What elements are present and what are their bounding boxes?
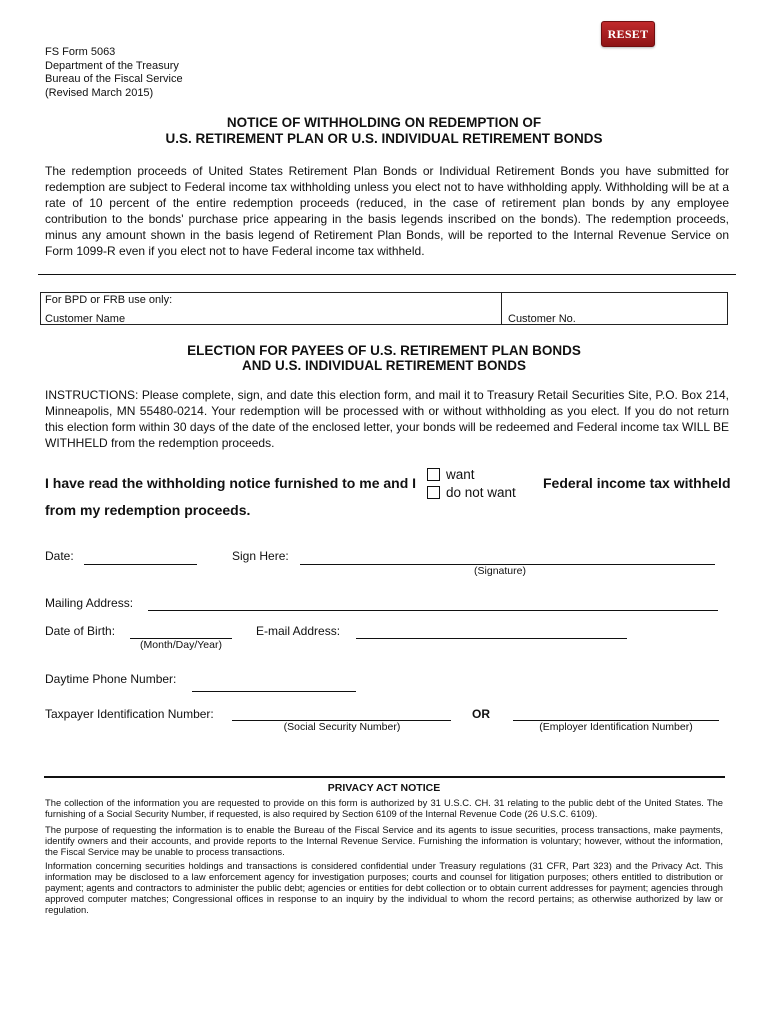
phone-label: Daytime Phone Number: bbox=[45, 672, 177, 686]
mailing-address-field[interactable] bbox=[148, 610, 718, 611]
ssn-caption: (Social Security Number) bbox=[283, 721, 401, 733]
notice-body: The redemption proceeds of United States Retirement Plan Bonds or Individual Retirement Bonds you have submitted for redemption are subject to Federal income tax withholding unless you elect not to have withholding apply. Withholding will be at a rate of 10 percent of the entire redemption proceeds (reduced, in the case of retirement plan bonds by any employee contribution to the bonds' purchase price appearing in the basis legends inscribed on the bonds). The redemption proceeds, minus any amount shown in the basis legend of Retirement Plan Bonds, will be reported to the Internal Revenue Service on Form 1099-R even if you elect not to have Federal income tax withheld. bbox=[45, 164, 729, 258]
date-of-birth-caption: (Month/Day/Year) bbox=[140, 639, 222, 651]
office-use-heading: For BPD or FRB use only: bbox=[45, 294, 173, 306]
customer-name-label: Customer Name bbox=[45, 313, 126, 325]
date-of-birth-label: Date of Birth: bbox=[45, 624, 116, 638]
notice-title-line2: U.S. RETIREMENT PLAN OR U.S. INDIVIDUAL RETIREMENT BONDS bbox=[165, 131, 603, 146]
revision-date: (Revised March 2015) bbox=[45, 86, 154, 99]
election-title-line2: AND U.S. INDIVIDUAL RETIREMENT BONDS bbox=[241, 358, 526, 373]
form-number: FS Form 5063 bbox=[45, 46, 116, 58]
signature-caption: (Signature) bbox=[474, 565, 526, 577]
election-statement-part2: Federal income tax withheld bbox=[543, 475, 731, 491]
privacy-paragraph-3: Information concerning securities holdings and transactions is considered confidential under Treasury regulations (31 CFR, Part 323) and the Privacy Act. This information may be disclosed to a law enforcement agency for investigation purposes; courts and counsel for litigation purposes; others entitled to distribution or payment; agents and contractors to administer the public debt; agencies or entities for debt collection or to obtain current addresses for payment; agencies through approved computer matches; Congressional offices in response to an inquiry by the individual to whom the record pertains; as otherwise authorized by law or regulation. bbox=[45, 860, 723, 915]
want-checkbox[interactable] bbox=[427, 468, 440, 481]
privacy-paragraph-2: The purpose of requesting the information is to enable the Bureau of the Fiscal Service and its agents to issue securities, process transactions, make payments, identify owners and their accounts, and provide reports to the Internal Revenue Service. Furnishing the information is voluntary; however, without the information, the Fiscal Service may be unable to process transactions. bbox=[45, 824, 723, 857]
election-title-line1: ELECTION FOR PAYEES OF U.S. RETIREMENT PLAN BONDS bbox=[187, 343, 581, 358]
email-field[interactable] bbox=[356, 638, 627, 639]
do-not-want-option-label: do not want bbox=[446, 485, 516, 500]
office-use-box-divider bbox=[501, 292, 502, 325]
privacy-title: PRIVACY ACT NOTICE bbox=[327, 782, 441, 794]
email-label: E-mail Address: bbox=[256, 624, 341, 638]
want-option-label: want bbox=[446, 467, 475, 482]
date-field[interactable] bbox=[84, 564, 197, 565]
sign-here-label: Sign Here: bbox=[232, 549, 289, 563]
privacy-paragraph-1: The collection of the information you are requested to provide on this form is authorized by 31 U.S.C. CH. 31 relating to the public debt of the United States. The furnishing of a Social Security Number, if requested, is also required by Section 6109 of the Internal Revenue Code (26 U.S.C. 6109). bbox=[45, 797, 723, 819]
date-label: Date: bbox=[45, 549, 74, 563]
department-name: Department of the Treasury bbox=[45, 59, 179, 72]
notice-title-line1: NOTICE OF WITHHOLDING ON REDEMPTION OF bbox=[226, 115, 542, 130]
tin-label: Taxpayer Identification Number: bbox=[45, 707, 214, 721]
reset-button[interactable]: RESET bbox=[601, 21, 655, 47]
do-not-want-checkbox[interactable] bbox=[427, 486, 440, 499]
election-instructions: INSTRUCTIONS: Please complete, sign, and date this election form, and mail it to Treasury Retail Securities Site, P.O. Box 214, Minneapolis, MN 55480-0214. Your redemption will be processed with or without withholding as you elect. If you do not return this election form within 30 days of the date of the enclosed letter, your bonds will be redeemed and Federal income tax WILL BE WITHHELD from the redemption proceeds. bbox=[45, 388, 729, 450]
customer-number-label: Customer No. bbox=[508, 313, 576, 325]
section-divider bbox=[38, 274, 736, 275]
bureau-name: Bureau of the Fiscal Service bbox=[45, 73, 183, 85]
mailing-address-label: Mailing Address: bbox=[45, 596, 134, 610]
ein-caption: (Employer Identification Number) bbox=[539, 721, 693, 733]
phone-field[interactable] bbox=[192, 691, 356, 692]
election-statement-part3: from my redemption proceeds. bbox=[45, 502, 251, 518]
or-label: OR bbox=[472, 707, 490, 721]
privacy-divider bbox=[44, 776, 725, 778]
election-statement-part1: I have read the withholding notice furnished to me and I bbox=[45, 475, 417, 491]
